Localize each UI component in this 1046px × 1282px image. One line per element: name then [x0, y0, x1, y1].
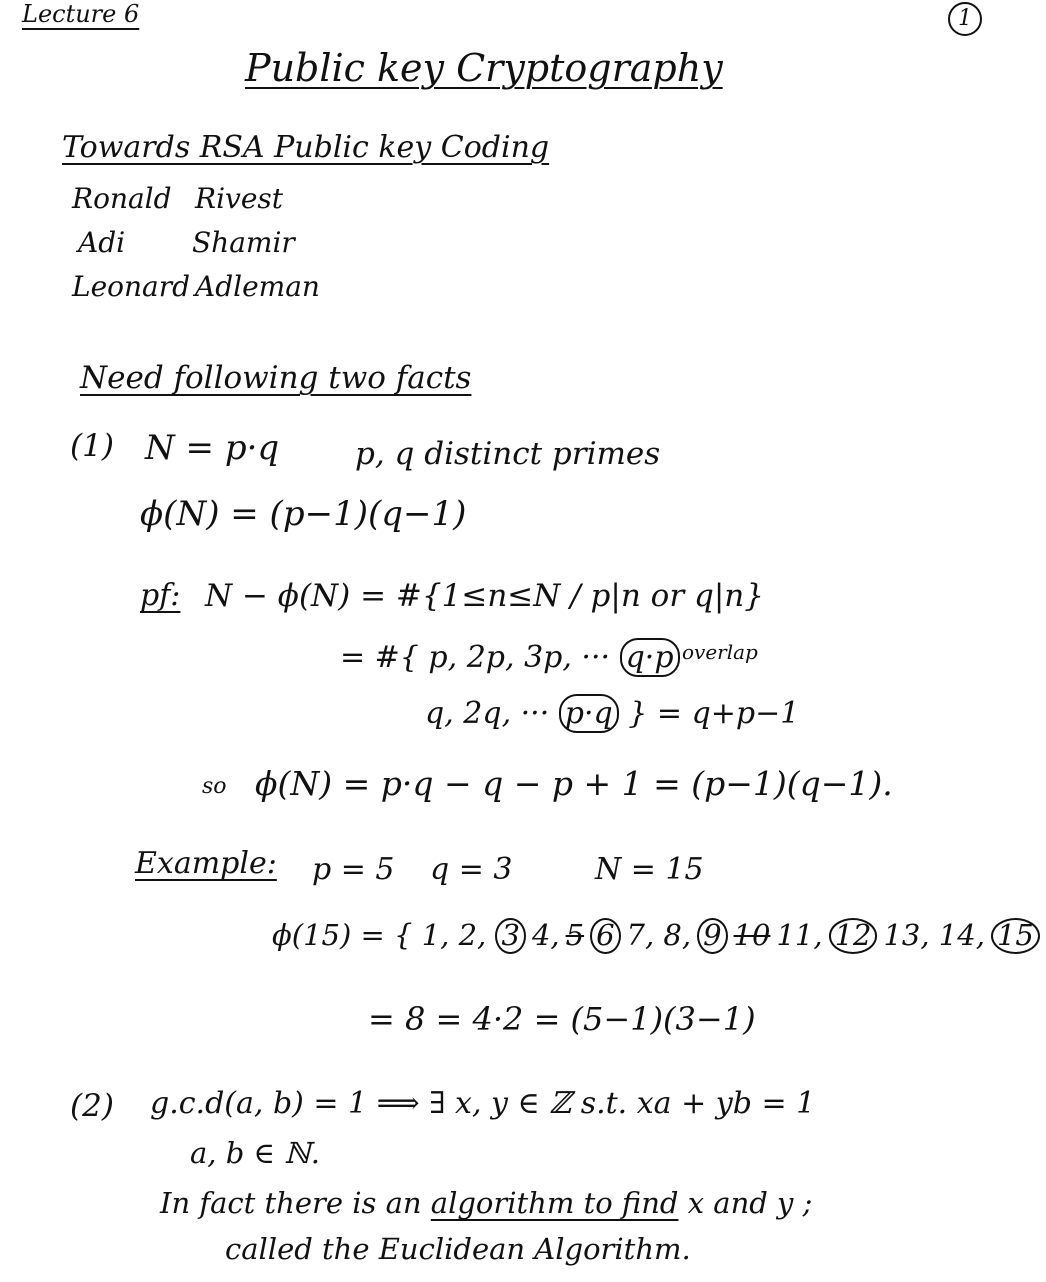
author-last-1: Rivest: [195, 182, 284, 215]
example-p: p = 5: [312, 852, 395, 887]
author-last-2: Shamir: [192, 226, 295, 259]
author-first-1: Ronald: [72, 182, 172, 215]
author-first-2: Adi: [78, 226, 126, 259]
so-line: ϕ(N) = p·q − q − p + 1 = (p−1)(q−1).: [255, 764, 893, 803]
fact2-line1-pre: In fact there is an: [160, 1186, 431, 1220]
phi-term-1: 3: [495, 918, 525, 954]
phi-term-2: 4,: [531, 918, 560, 952]
fact1-phi: ϕ(N) = (p−1)(q−1): [140, 494, 467, 534]
fact1-label: (1): [70, 428, 114, 464]
proof-line3-result: } = q+p−1: [618, 696, 800, 731]
fact2-line1: [160, 1186, 812, 1220]
proof-line3-text: q, 2q, ···: [425, 696, 559, 731]
proof-line2: [340, 638, 680, 677]
circled-qp: q·p: [620, 638, 680, 677]
example-label: Example:: [135, 846, 277, 881]
proof-label: pf:: [140, 578, 181, 613]
fact2-line2: called the Euclidean Algorithm.: [225, 1232, 691, 1266]
section-heading: Towards RSA Public key Coding: [62, 130, 550, 165]
example-result: = 8 = 4·2 = (5−1)(3−1): [368, 1000, 756, 1038]
proof-line3: [425, 694, 799, 733]
lecture-label: Lecture 6: [22, 0, 140, 28]
phi-term-9: 12: [829, 918, 878, 954]
facts-heading: Need following two facts: [80, 360, 472, 396]
phi-term-10: 13, 14,: [883, 918, 985, 952]
page-title: Public key Cryptography: [245, 46, 723, 90]
author-first-3: Leonard: [72, 270, 191, 303]
phi-term-8: 11,: [776, 918, 823, 952]
circled-pq: p·q: [559, 694, 619, 733]
author-last-3: Adleman: [195, 270, 320, 303]
fact2-statement: g.c.d(a, b) = 1 ⟹ ∃ x, y ∈ ℤ s.t. xa + yb = 1: [150, 1086, 816, 1121]
example-n: N = 15: [595, 852, 704, 887]
phi-term-11: 15: [991, 918, 1040, 954]
fact2-line1-underlined: algorithm to find: [430, 1186, 679, 1220]
fact2-line1-post: x and y ;: [678, 1186, 813, 1220]
phi-term-6: 9: [697, 918, 727, 954]
phi-term-7: 10: [733, 918, 771, 952]
phi-term-5: 7, 8,: [626, 918, 692, 952]
phi-term-4: 6: [590, 918, 620, 954]
overlap-note: overlap: [682, 640, 758, 664]
proof-line2-text: = #{ p, 2p, 3p, ···: [340, 640, 620, 675]
page-number: 1: [948, 2, 982, 36]
phi-prefix: ϕ(15) = { 1, 2,: [272, 918, 487, 952]
fact2-domain: a, b ∈ ℕ.: [190, 1136, 320, 1170]
fact1-note: p, q distinct primes: [355, 436, 661, 472]
so-label: so: [202, 774, 227, 799]
proof-line1: N − ϕ(N) = #{1≤n≤N / p|n or q|n}: [205, 578, 764, 614]
phi-terms: [495, 918, 1045, 952]
fact1-statement: N = p·q: [145, 428, 280, 468]
fact2-label: (2): [70, 1088, 114, 1124]
phi-term-3: 5: [565, 918, 585, 952]
example-phi-set: [272, 918, 1046, 954]
example-q: q = 3: [430, 852, 513, 887]
